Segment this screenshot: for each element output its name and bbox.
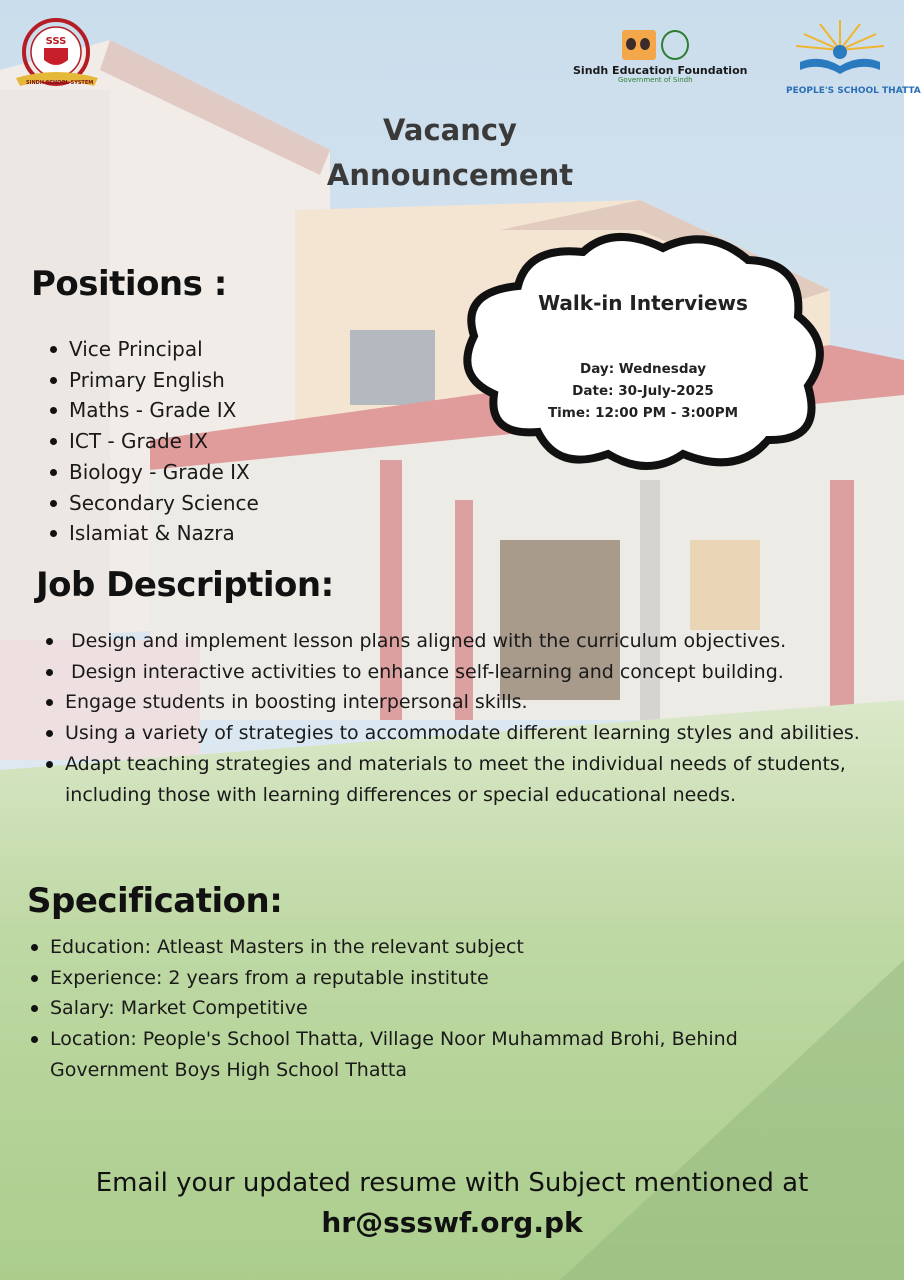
specification-list bbox=[31, 932, 851, 1086]
walkin-heading: Walk-in Interviews bbox=[538, 291, 748, 315]
specification-heading: Specification: bbox=[27, 881, 283, 921]
walkin-time: Time: 12:00 PM - 3:00PM bbox=[547, 405, 739, 421]
list-item: Maths - Grade IX bbox=[50, 395, 259, 426]
left-logo-text: SINDH SCHOOL SYSTEM bbox=[26, 80, 94, 86]
list-item: Salary: Market Competitive bbox=[31, 993, 851, 1024]
sindh-education-foundation-icon bbox=[622, 30, 656, 60]
peoples-school-book-sun-icon bbox=[780, 16, 900, 80]
positions-heading: Positions : bbox=[31, 264, 227, 304]
title-line-1: Vacancy bbox=[383, 113, 517, 147]
positions-list bbox=[50, 334, 259, 549]
contact-email[interactable]: hr@ssswf.org.pk bbox=[321, 1206, 583, 1239]
list-item: Biology - Grade IX bbox=[50, 457, 259, 488]
list-item: ICT - Grade IX bbox=[50, 426, 259, 457]
list-item: Secondary Science bbox=[50, 488, 259, 519]
title-line-2: Announcement bbox=[326, 158, 574, 192]
walkin-date: Date: 30-July-2025 bbox=[572, 383, 714, 399]
list-item: Adapt teaching strategies and materials to meet the individual needs of students, including those with learning differences or special educational needs. bbox=[46, 749, 873, 810]
svg-text:SSS: SSS bbox=[45, 36, 67, 47]
list-item: Engage students in boosting interpersonal skills. bbox=[46, 687, 896, 718]
list-item: Islamiat & Nazra bbox=[50, 518, 259, 549]
sindh-school-system-logo bbox=[12, 12, 102, 96]
peoples-school-name: PEOPLE'S SCHOOL THATTA bbox=[786, 86, 921, 96]
job-description-heading: Job Description: bbox=[36, 565, 334, 605]
job-description-list bbox=[46, 626, 896, 810]
list-item: Experience: 2 years from a reputable institute bbox=[31, 963, 851, 994]
walkin-cloud-shape bbox=[448, 226, 838, 480]
list-item: Primary English bbox=[50, 365, 259, 396]
list-item: Education: Atleast Masters in the relevant subject bbox=[31, 932, 851, 963]
peoples-school-logo bbox=[780, 16, 921, 100]
sef-name: Sindh Education Foundation bbox=[573, 64, 748, 77]
list-item: Design and implement lesson plans aligned with the curriculum objectives. bbox=[46, 626, 896, 657]
list-item: Vice Principal bbox=[50, 334, 259, 365]
list-item: Design interactive activities to enhance self-learning and concept building. bbox=[46, 657, 896, 688]
page-title bbox=[300, 108, 600, 198]
government-of-sindh-emblem-icon bbox=[661, 30, 689, 60]
list-item: Location: People's School Thatta, Village Noor Muhammad Brohi, Behind Government Boys High School Thatta bbox=[31, 1024, 850, 1085]
walkin-day: Day: Wednesday bbox=[580, 361, 706, 377]
list-item: Using a variety of strategies to accommodate different learning styles and abilities. bbox=[46, 718, 883, 749]
sef-logo bbox=[570, 28, 748, 88]
sef-subtitle: Government of Sindh bbox=[618, 76, 693, 84]
footer-instruction: Email your updated resume with Subject mentioned at bbox=[95, 1168, 809, 1198]
